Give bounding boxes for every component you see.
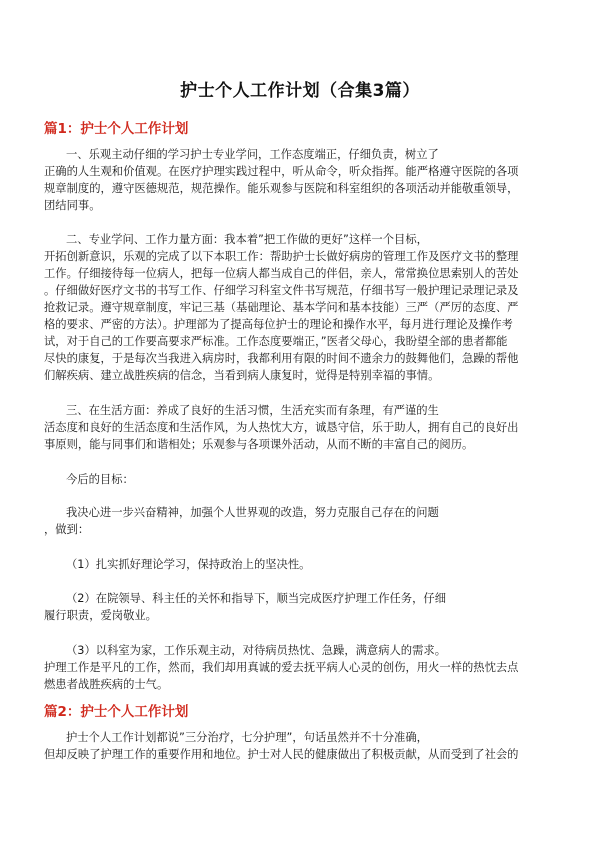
paragraph-line: ，做到： [44,523,90,536]
list-item: （3）以科室为家，工作乐观主动，对待病员热忱、急躁，满意病人的需求。 [66,644,446,657]
paragraph-line: 团结同事。 [44,199,101,212]
section-2-heading: 篇2：护士个人工作计划 [44,704,189,720]
paragraph-line: 燃患者战胜疾病的士气。 [44,678,169,691]
paragraph-line: 试，对于自己的工作要高要求严标准。工作态度要端正，”医者父母心，我盼望全部的患者都能 [44,335,508,348]
paragraph-line: 但却反映了护理工作的重要作用和地位。护士对人民的健康做出了积极贡献，从而受到了社会的 [44,748,519,761]
paragraph-line: 我决心进一步兴奋精神，加强个人世界观的改造，努力克服自己存在的问题 [66,506,439,519]
paragraph-line: 正确的人生观和价值观。在医疗护理实践过程中，听从命令，听众指挥。能严格遵守医院的各项 [44,165,519,178]
paragraph-line: 二、专业学问、工作力量方面：我本着”把工作做的更好”这样一个目标， [66,233,428,246]
paragraph-line: 开拓创新意识，乐观的完成了以下本职工作：帮助护士长做好病房的管理工作及医疗文书的整理 [44,250,519,263]
paragraph-line: 事原则，能与同事们和谐相处；乐观参与各项课外活动，从而不断的丰富自己的阅历。 [44,438,474,451]
paragraph-line: 抢救记录。遵守规章制度，牢记三基（基础理论、基本学问和基本技能）三严（严厉的态度、严 [44,301,519,314]
paragraph-line: 一、乐观主动仔细的学习护士专业学问，工作态度端正，仔细负责，树立了 [66,148,439,161]
paragraph-line: 履行职责，爱岗敬业。 [44,609,157,622]
paragraph-line: 们解疾病、建立战胜疾病的信念，当看到病人康复时，觉得是特别幸福的事情。 [44,369,440,382]
paragraph-line: 护士个人工作计划都说”三分治疗，七分护理”，句话虽然并不十分准确， [66,731,428,744]
paragraph-line: 工作。仔细接待每一位病人，把每一位病人都当成自己的伴侣，亲人，常常换位思索别人的苦处 [44,267,519,280]
paragraph-line: 三、在生活方面：养成了良好的生活习惯，生活充实而有条理，有严谨的生 [66,404,439,417]
document-title: 护士个人工作计划（合集3篇） [180,81,420,101]
paragraph-line: 今后的目标： [66,473,134,486]
section-1-heading: 篇1：护士个人工作计划 [44,121,189,137]
paragraph-line: 格的要求、严密的方法）。护理部为了提高每位护士的理论和操作水平，每月进行理论及操作考 [44,318,513,331]
list-item: （2）在院领导、科主任的关怀和指导下，顺当完成医疗护理工作任务，仔细 [66,592,446,605]
paragraph-line: 。仔细做好医疗文书的书写工作、仔细学习科室文件书写规范，仔细书写一般护理记录理记录及 [44,284,519,297]
paragraph-line: 活态度和良好的生活态度和生活作风，为人热忱大方，诚恳守信，乐于助人，拥有自己的良好出 [44,421,519,434]
paragraph-line: 护理工作是平凡的工作，然而，我们却用真诚的爱去抚平病人心灵的创伤，用火一样的热忱去点 [44,661,519,674]
paragraph-line: 尽快的康复，于是每次当我进入病房时，我都利用有限的时间不遗余力的鼓舞他们，急躁的帮他 [44,352,519,365]
list-item: （1）扎实抓好理论学习，保持政治上的坚决性。 [66,558,311,571]
paragraph-line: 规章制度的，遵守医德规范，规范操作。能乐观参与医院和科室组织的各项活动并能敬重领导， [44,182,519,195]
